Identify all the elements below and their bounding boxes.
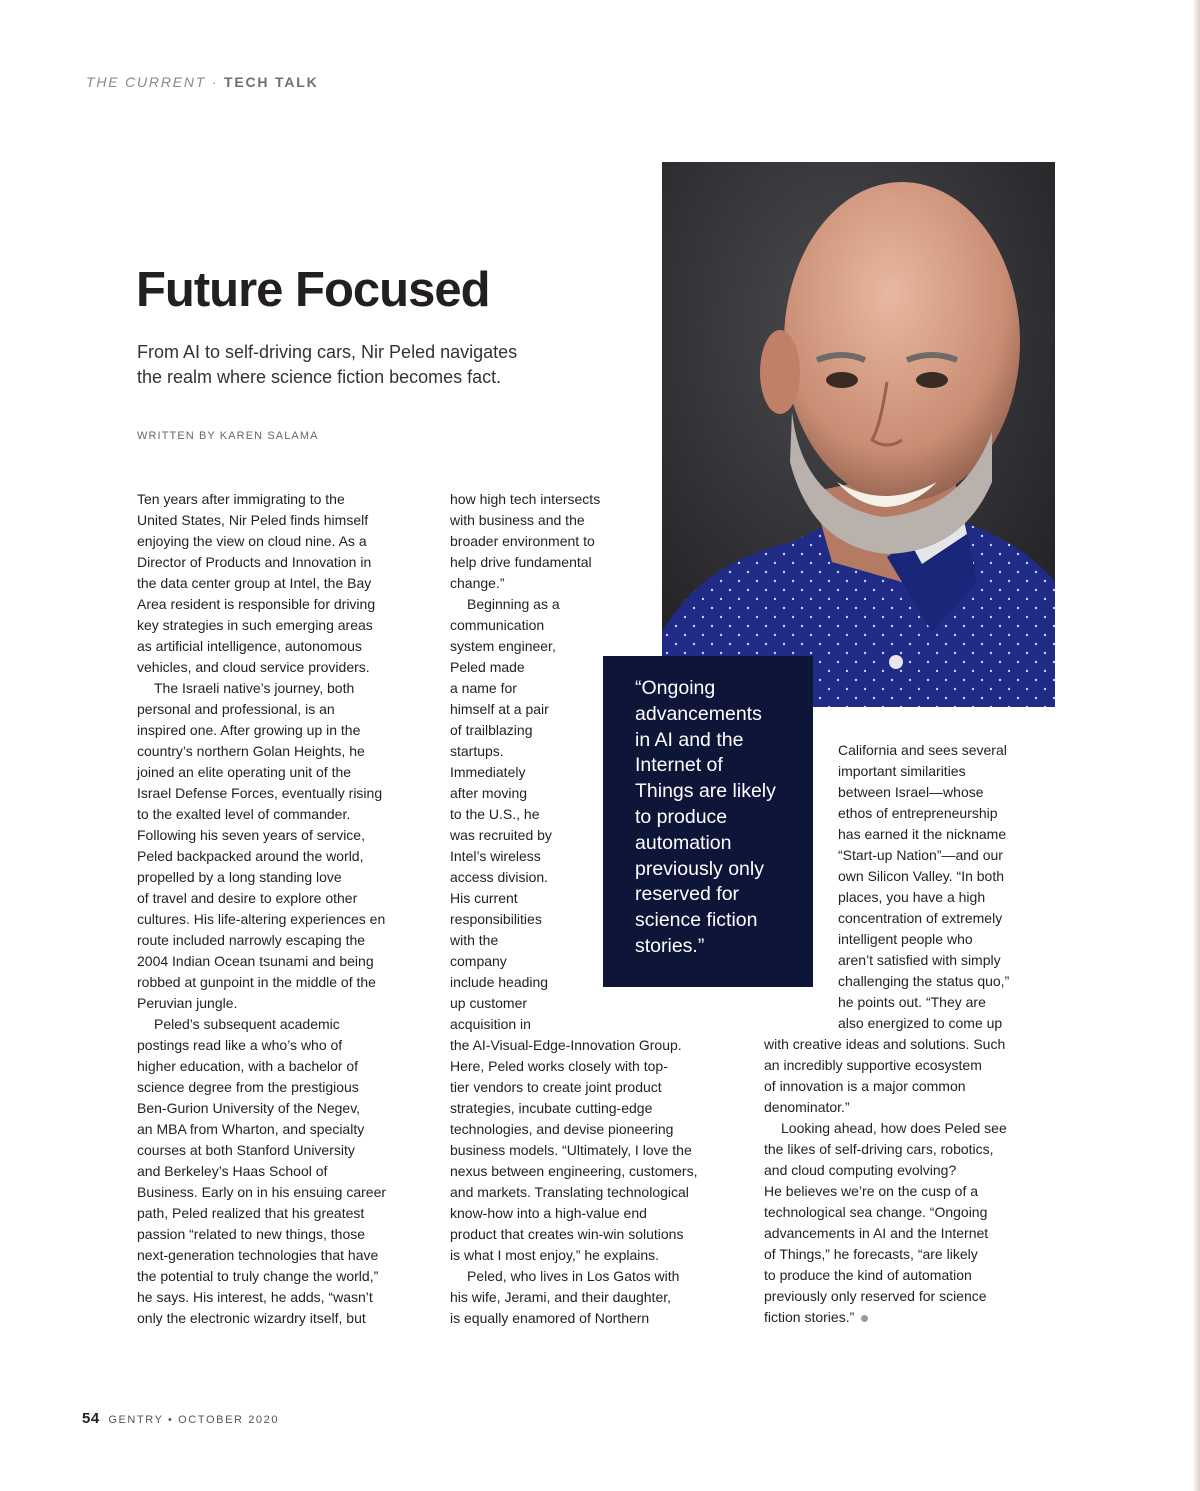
body-line: Director of Products and Innovation in xyxy=(137,554,372,570)
body-line: science degree from the prestigious xyxy=(137,1079,359,1095)
body-line: tier vendors to create joint product xyxy=(450,1079,662,1095)
body-line: company xyxy=(450,953,507,969)
body-line: acquisition in xyxy=(450,1016,531,1032)
body-line: “Start-up Nation”—and our xyxy=(838,847,1003,863)
portrait-photo xyxy=(662,162,1055,707)
body-line: joined an elite operating unit of the xyxy=(137,764,352,780)
body-line: Peled’s subsequent academic xyxy=(154,1016,340,1032)
body-line: postings read like a who’s who of xyxy=(137,1037,343,1053)
body-line: Immediately xyxy=(450,764,526,780)
body-line: passion “related to new things, those xyxy=(137,1226,366,1242)
body-line: is equally enamored of Northern xyxy=(450,1310,650,1326)
issue-date: OCTOBER 2020 xyxy=(178,1414,280,1426)
section-separator: · xyxy=(211,74,219,90)
pull-quote-line: to produce xyxy=(635,805,728,828)
body-line-last xyxy=(764,1307,1009,1328)
body-line: startups. xyxy=(450,743,504,759)
body-line: with creative ideas and solutions. Such xyxy=(764,1036,1006,1052)
body-line: cultures. His life-altering experiences en xyxy=(137,911,386,927)
body-line: Business. Early on in his ensuing career xyxy=(137,1184,387,1200)
body-line: a name for xyxy=(450,680,517,696)
body-column-1 xyxy=(137,489,386,1329)
section-name: THE CURRENT xyxy=(86,74,207,90)
pull-quote-line: Internet of xyxy=(635,754,723,777)
body-line: himself at a pair xyxy=(450,701,549,717)
pull-quote-line: science fiction xyxy=(635,909,758,932)
body-line: technological sea change. “Ongoing xyxy=(764,1204,988,1220)
body-line: Israel Defense Forces, eventually rising xyxy=(137,785,383,801)
pull-quote-line: advancements xyxy=(635,702,762,725)
body-line: and markets. Translating technological xyxy=(450,1184,689,1200)
body-line: personal and professional, is an xyxy=(137,701,335,717)
body-line: strategies, incubate cutting-edge xyxy=(450,1100,653,1116)
body-line: Ten years after immigrating to the xyxy=(137,491,345,507)
body-line: 2004 Indian Ocean tsunami and being xyxy=(137,953,374,969)
article-title: Future Focused xyxy=(136,263,490,317)
body-line: he points out. “They are xyxy=(838,994,986,1010)
footer-separator: • xyxy=(168,1414,174,1426)
body-line: how high tech intersects xyxy=(450,491,601,507)
body-line: aren’t satisfied with simply xyxy=(838,952,1001,968)
body-line: responsibilities xyxy=(450,911,542,927)
body-line: route included narrowly escaping the xyxy=(137,932,366,948)
body-line: advancements in AI and the Internet xyxy=(764,1225,989,1241)
body-line: of travel and desire to explore other xyxy=(137,890,358,906)
body-line: next-generation technologies that have xyxy=(137,1247,379,1263)
body-line: key strategies in such emerging areas xyxy=(137,617,373,633)
body-line: ethos of entrepreneurship xyxy=(838,805,998,821)
body-line: higher education, with a bachelor of xyxy=(137,1058,359,1074)
body-line: Peled backpacked around the world, xyxy=(137,848,364,864)
body-line: an incredibly supportive ecosystem xyxy=(764,1057,982,1073)
body-line: United States, Nir Peled finds himself xyxy=(137,512,369,528)
body-line: product that creates win-win solutions xyxy=(450,1226,684,1242)
body-line: the AI-Visual-Edge-Innovation Group. xyxy=(450,1037,682,1053)
body-line: Intel’s wireless xyxy=(450,848,541,864)
body-line: vehicles, and cloud service providers. xyxy=(137,659,370,675)
body-line: Following his seven years of service, xyxy=(137,827,365,843)
body-line: change.” xyxy=(450,575,505,591)
subsection-name: TECH TALK xyxy=(224,74,319,90)
pull-quote-line: reserved for xyxy=(635,883,740,906)
article-dek xyxy=(137,340,557,390)
body-line: Peled made xyxy=(450,659,525,675)
body-line: enjoying the view on cloud nine. As a xyxy=(137,533,367,549)
body-column-3 xyxy=(764,740,1009,1328)
body-line: the likes of self-driving cars, robotics, xyxy=(764,1141,994,1157)
body-line: has earned it the nickname xyxy=(838,826,1007,842)
body-line: include heading xyxy=(450,974,549,990)
page-number: 54 xyxy=(82,1410,100,1427)
body-line: His current xyxy=(450,890,518,906)
body-line: robbed at gunpoint in the middle of the xyxy=(137,974,376,990)
body-line: business models. “Ultimately, I love the xyxy=(450,1142,692,1158)
body-line: intelligent people who xyxy=(838,931,973,947)
body-line: Looking ahead, how does Peled see xyxy=(781,1120,1007,1136)
body-line: after moving xyxy=(450,785,528,801)
body-line: also energized to come up xyxy=(838,1015,1003,1031)
page-footer xyxy=(82,1410,279,1427)
body-line: places, you have a high xyxy=(838,889,986,905)
body-line: He believes we’re on the cusp of a xyxy=(764,1183,979,1199)
body-column-2 xyxy=(450,489,697,1329)
body-line: help drive fundamental xyxy=(450,554,592,570)
body-line: denominator.” xyxy=(764,1099,850,1115)
body-line: California and sees several xyxy=(838,742,1007,758)
body-line: courses at both Stanford University xyxy=(137,1142,355,1158)
body-line: country’s northern Golan Heights, he xyxy=(137,743,365,759)
body-line: an MBA from Wharton, and specialty xyxy=(137,1121,365,1137)
body-line: up customer xyxy=(450,995,528,1011)
body-line: and Berkeley’s Haas School of xyxy=(137,1163,328,1179)
body-line: between Israel—whose xyxy=(838,784,984,800)
body-line: only the electronic wizardry itself, but xyxy=(137,1310,366,1326)
body-line: he says. His interest, he adds, “wasn’t xyxy=(137,1289,373,1305)
body-line: the data center group at Intel, the Bay xyxy=(137,575,372,591)
body-line: and cloud computing evolving? xyxy=(764,1162,957,1178)
body-line: broader environment to xyxy=(450,533,595,549)
body-line: access division. xyxy=(450,869,549,885)
body-line: with business and the xyxy=(450,512,585,528)
page-edge xyxy=(1194,0,1200,1491)
body-line: to the U.S., he xyxy=(450,806,540,822)
dek-line: From AI to self-driving cars, Nir Peled navigates xyxy=(137,342,518,362)
body-line: The Israeli native’s journey, both xyxy=(154,680,355,696)
body-line: was recruited by xyxy=(450,827,552,843)
pull-quote-line: Things are likely xyxy=(635,780,776,803)
body-line: communication xyxy=(450,617,545,633)
body-line: Peled, who lives in Los Gatos with xyxy=(467,1268,680,1284)
pull-quote-line: “Ongoing xyxy=(635,677,716,699)
byline: WRITTEN BY KAREN SALAMA xyxy=(137,430,319,442)
body-line: system engineer, xyxy=(450,638,556,654)
body-line: of trailblazing xyxy=(450,722,533,738)
body-line: previously only reserved for science xyxy=(764,1288,987,1304)
body-line: of innovation is a major common xyxy=(764,1078,966,1094)
body-line: of Things,” he forecasts, “are likely xyxy=(764,1246,978,1262)
body-line: as artificial intelligence, autonomous xyxy=(137,638,362,654)
body-line: with the xyxy=(450,932,499,948)
section-label xyxy=(86,74,319,90)
body-line: fiction stories.” xyxy=(764,1309,855,1325)
body-line: is what I most enjoy,” he explains. xyxy=(450,1247,660,1263)
body-line: technologies, and devise pioneering xyxy=(450,1121,674,1137)
body-line: Ben-Gurion University of the Negev, xyxy=(137,1100,361,1116)
body-line: concentration of extremely xyxy=(838,910,1003,926)
body-line: Here, Peled works closely with top- xyxy=(450,1058,668,1074)
magazine-name: GENTRY xyxy=(108,1414,164,1426)
pull-quote-line: stories.” xyxy=(635,934,705,957)
body-line: his wife, Jerami, and their daughter, xyxy=(450,1289,672,1305)
body-line: Area resident is responsible for driving xyxy=(137,596,376,612)
pull-quote-line: previously only xyxy=(635,857,764,880)
body-line: the potential to truly change the world,” xyxy=(137,1268,379,1284)
body-line: to the exalted level of commander. xyxy=(137,806,351,822)
body-line: important similarities xyxy=(838,763,966,779)
body-line: path, Peled realized that his greatest xyxy=(137,1205,365,1221)
dek-line: the realm where science fiction becomes fact. xyxy=(137,367,502,387)
body-line: to produce the kind of automation xyxy=(764,1267,972,1283)
body-line: nexus between engineering, customers, xyxy=(450,1163,698,1179)
body-line: propelled by a long standing love xyxy=(137,869,342,885)
body-line: know-how into a high-value end xyxy=(450,1205,647,1221)
pull-quote-line: automation xyxy=(635,831,732,854)
body-line: Peruvian jungle. xyxy=(137,995,238,1011)
body-line: Beginning as a xyxy=(467,596,560,612)
pull-quote-line: in AI and the xyxy=(635,728,744,751)
body-line: challenging the status quo,” xyxy=(838,973,1010,989)
body-line: inspired one. After growing up in the xyxy=(137,722,361,738)
body-line: own Silicon Valley. “In both xyxy=(838,868,1005,884)
end-mark-icon xyxy=(861,1315,868,1322)
